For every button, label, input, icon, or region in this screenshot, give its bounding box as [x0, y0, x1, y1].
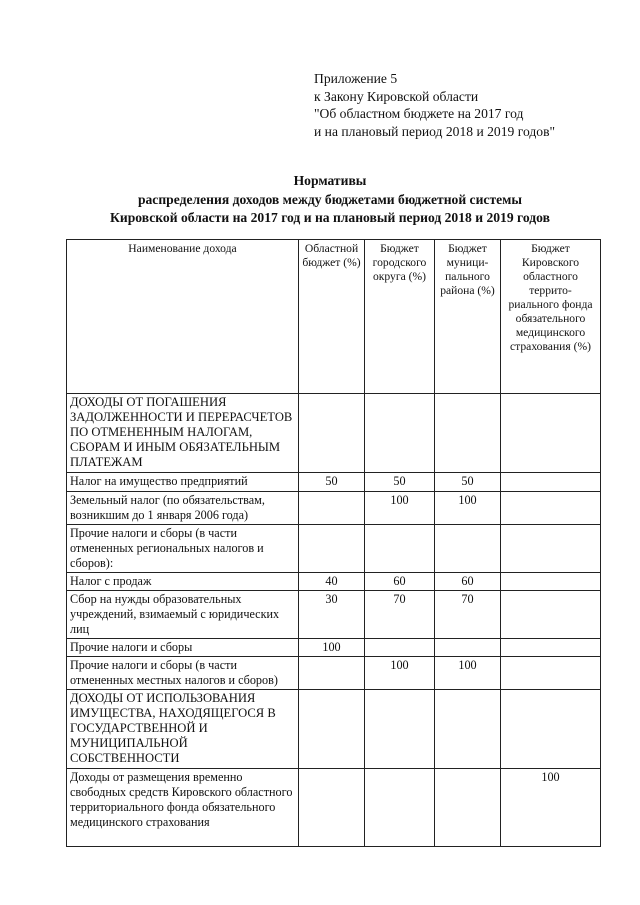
oblast-value-cell	[299, 492, 365, 525]
table-row	[67, 657, 601, 690]
district-value-cell	[435, 690, 501, 769]
city-value-cell	[365, 525, 435, 573]
income-name-cell: Налог с продаж	[67, 573, 299, 591]
appendix-line: и на плановый период 2018 и 2019 годов"	[314, 123, 556, 139]
header-fund-budget: Бюджет Кировского областного террито-риального фонда обязательного медицинского страхования (%)	[501, 240, 601, 394]
table-row	[67, 525, 601, 573]
city-value-cell	[365, 769, 435, 847]
oblast-value-cell	[299, 690, 365, 769]
city-value-cell	[365, 639, 435, 657]
fund-value-cell	[501, 591, 601, 639]
district-value-cell: 100	[435, 492, 501, 525]
income-name-cell: Сбор на нужды образовательных учреждений, взимаемый с юридических лиц	[67, 591, 299, 639]
document-title	[60, 172, 600, 228]
oblast-value-cell: 100	[299, 639, 365, 657]
income-name-cell: ДОХОДЫ ОТ ИСПОЛЬЗОВАНИЯ ИМУЩЕСТВА, НАХОДЯЩЕГОСЯ В ГОСУДАРСТВЕННОЙ И МУНИЦИПАЛЬНОЙ СОБСТВЕННОСТИ	[67, 690, 299, 769]
income-name-cell: Прочие налоги и сборы (в части отмененных местных налогов и сборов)	[67, 657, 299, 690]
district-value-cell	[435, 769, 501, 847]
table-row	[67, 394, 601, 473]
header-city-budget: Бюджет городского округа (%)	[365, 240, 435, 394]
fund-value-cell	[501, 639, 601, 657]
city-value-cell: 100	[365, 492, 435, 525]
city-value-cell: 70	[365, 591, 435, 639]
income-name-cell: Земельный налог (по обязательствам, возникшим до 1 января 2006 года)	[67, 492, 299, 525]
oblast-value-cell: 40	[299, 573, 365, 591]
norms-table	[66, 239, 601, 847]
title-line: Нормативы	[293, 173, 367, 188]
fund-value-cell	[501, 473, 601, 492]
fund-value-cell	[501, 525, 601, 573]
title-line: распределения доходов между бюджетами бюджетной системы	[137, 191, 523, 207]
fund-value-cell	[501, 394, 601, 473]
oblast-value-cell	[299, 525, 365, 573]
appendix-header	[314, 70, 614, 140]
city-value-cell	[365, 394, 435, 473]
appendix-line: Приложение 5	[314, 71, 398, 86]
oblast-value-cell	[299, 394, 365, 473]
income-name-cell: Прочие налоги и сборы (в части отмененных региональных налогов и сборов):	[67, 525, 299, 573]
header-income-name: Наименование дохода	[67, 240, 299, 394]
city-value-cell	[365, 690, 435, 769]
table-row	[67, 591, 601, 639]
oblast-value-cell: 30	[299, 591, 365, 639]
district-value-cell: 50	[435, 473, 501, 492]
income-name-cell: ДОХОДЫ ОТ ПОГАШЕНИЯ ЗАДОЛЖЕННОСТИ И ПЕРЕРАСЧЕТОВ ПО ОТМЕНЕННЫМ НАЛОГАМ, СБОРАМ И ИНЫМ ОБЯЗАТЕЛЬНЫМ ПЛАТЕЖАМ	[67, 394, 299, 473]
table-row	[67, 690, 601, 769]
oblast-value-cell: 50	[299, 473, 365, 492]
district-value-cell: 100	[435, 657, 501, 690]
district-value-cell	[435, 525, 501, 573]
income-name-cell: Прочие налоги и сборы	[67, 639, 299, 657]
table-row	[67, 492, 601, 525]
fund-value-cell	[501, 657, 601, 690]
city-value-cell: 100	[365, 657, 435, 690]
table-row	[67, 639, 601, 657]
oblast-value-cell	[299, 657, 365, 690]
fund-value-cell	[501, 573, 601, 591]
table-header-row	[67, 240, 601, 394]
appendix-line: "Об областном бюджете на 2017 год	[314, 106, 524, 121]
district-value-cell	[435, 394, 501, 473]
city-value-cell: 50	[365, 473, 435, 492]
header-oblast-budget: Областной бюджет (%)	[299, 240, 365, 394]
header-district-budget: Бюджет муници-пального района (%)	[435, 240, 501, 394]
fund-value-cell	[501, 492, 601, 525]
income-name-cell: Доходы от размещения временно свободных средств Кировского областного территориального фонда обязательного медицинского страхования	[67, 769, 299, 847]
income-name-cell: Налог на имущество предприятий	[67, 473, 299, 492]
district-value-cell	[435, 639, 501, 657]
title-line: Кировской области на 2017 год и на плановый период 2018 и 2019 годов	[110, 210, 550, 225]
fund-value-cell	[501, 690, 601, 769]
appendix-line: к Закону Кировской области	[314, 88, 479, 104]
table-row	[67, 473, 601, 492]
fund-value-cell: 100	[501, 769, 601, 847]
district-value-cell: 70	[435, 591, 501, 639]
table-row	[67, 769, 601, 847]
city-value-cell: 60	[365, 573, 435, 591]
oblast-value-cell	[299, 769, 365, 847]
table-row	[67, 573, 601, 591]
district-value-cell: 60	[435, 573, 501, 591]
